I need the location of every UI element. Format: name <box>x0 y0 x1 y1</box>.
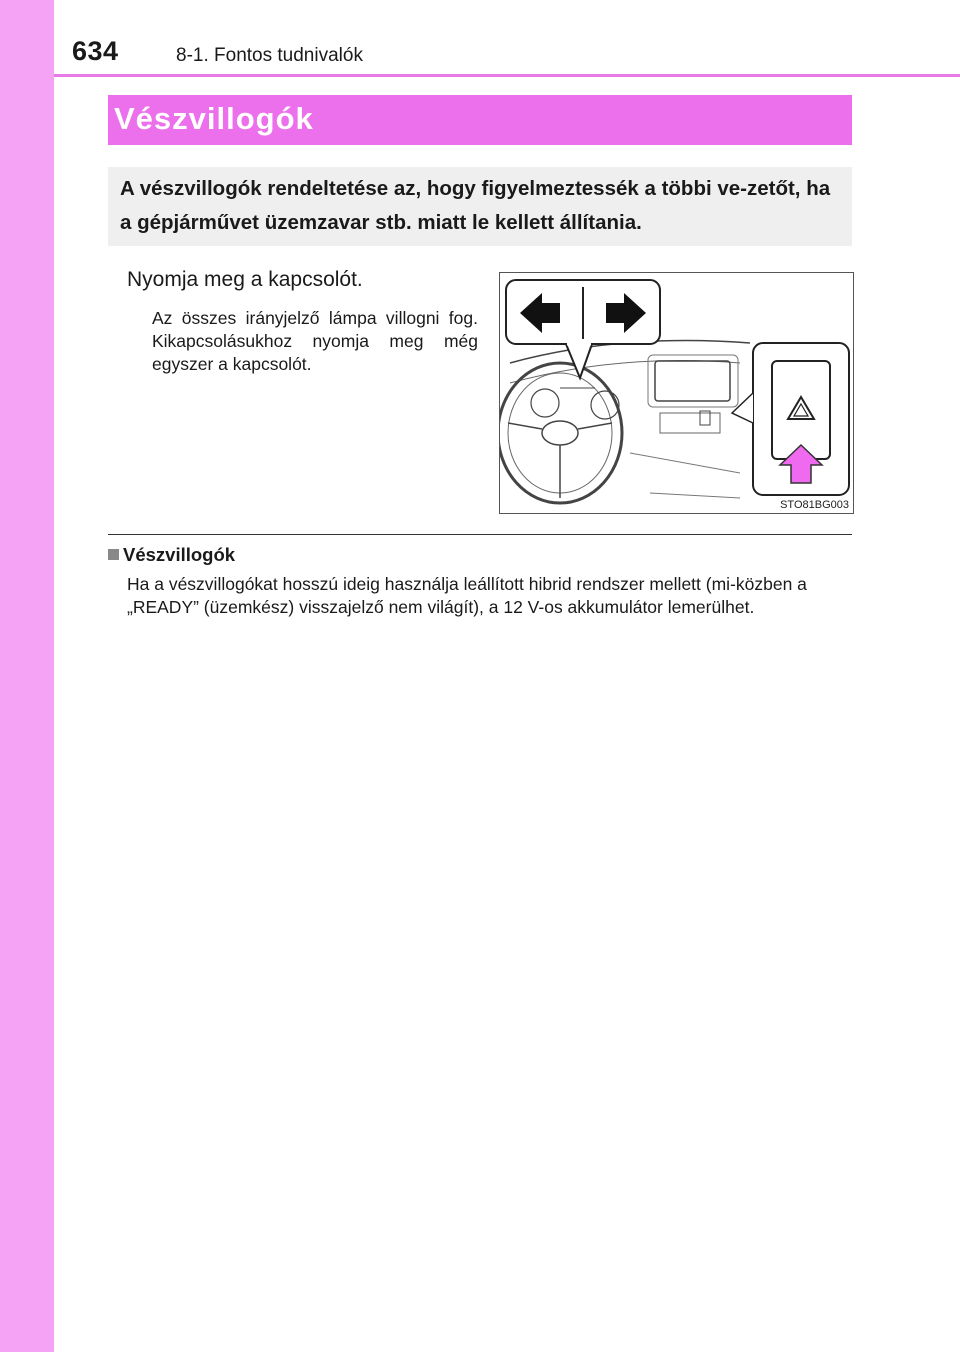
note-text: Ha a vészvillogókat hosszú ideig használja leállított hibrid rendszer mellett (mi-közben a „READY” (üzemkész) visszajelző nem világít), a 12 V-os akkumulátor lemerülhet. <box>127 574 807 617</box>
intro-text: A vészvillogók rendeltetése az, hogy figyelmeztessék a többi ve-zetőt, ha a gépjárművet üzemzavar stb. miatt le kellett állítania. <box>120 177 831 234</box>
instruction-main: Nyomja meg a kapcsolót. <box>127 268 363 291</box>
section-title: Vészvillogók <box>114 101 314 136</box>
square-bullet-icon <box>108 549 119 560</box>
chapter-title: 8-1. Fontos tudnivalók <box>176 45 363 66</box>
instruction-detail: Az összes irányjelző lámpa villogni fog. Kikapcsolásukhoz nyomja meg még egyszer a kapcsolót. <box>152 308 478 374</box>
divider <box>108 534 852 535</box>
hazard-switch-figure <box>499 272 854 514</box>
page-number: 634 <box>72 36 119 66</box>
header-rule <box>54 74 960 77</box>
figure-code: STO81BG003 <box>780 499 849 511</box>
note-heading <box>108 544 235 566</box>
note-heading-text: Vészvillogók <box>123 544 236 565</box>
side-strip <box>0 0 54 1352</box>
dashboard-illustration <box>500 273 853 513</box>
